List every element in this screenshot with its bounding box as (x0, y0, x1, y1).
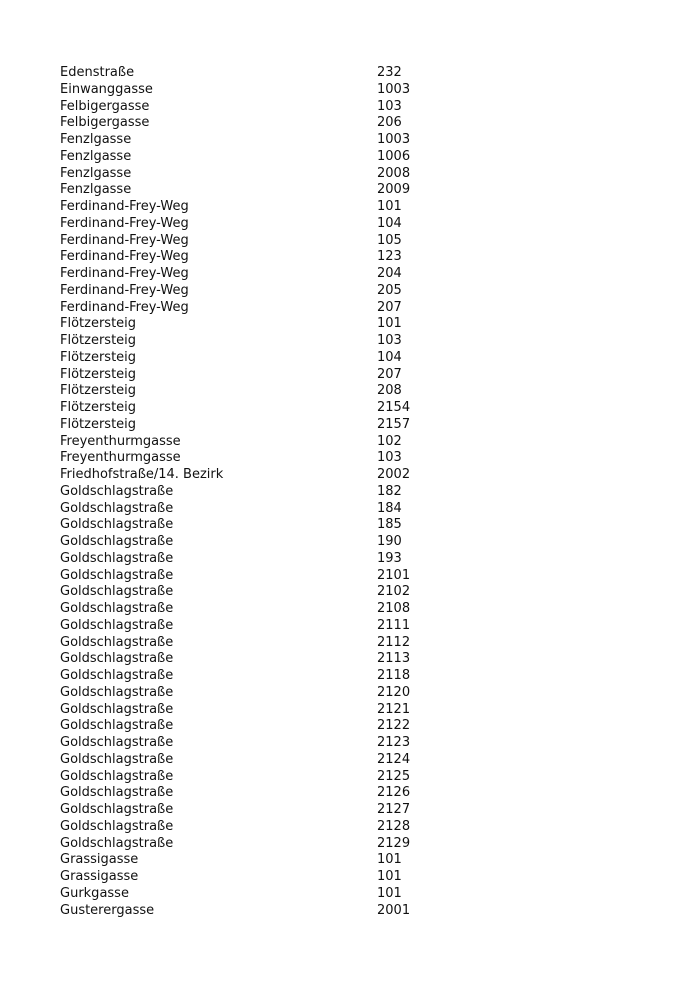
street-number: 2123 (377, 735, 411, 750)
street-number: 2101 (377, 567, 411, 583)
street-name: Fenzlgasse (60, 182, 132, 198)
street-name: Fenzlgasse (60, 148, 132, 164)
street-name: Ferdinand-Frey-Weg (60, 215, 189, 231)
list-item (60, 735, 460, 752)
list-item (60, 450, 460, 467)
list-item (60, 283, 460, 300)
address-list (60, 65, 460, 919)
list-item (60, 635, 460, 652)
list-item (60, 82, 460, 99)
street-number: 101 (377, 852, 402, 868)
street-number: 103 (377, 333, 402, 348)
street-number: 2124 (377, 751, 411, 767)
list-item (60, 199, 460, 216)
street-number: 232 (377, 65, 402, 80)
street-number: 207 (377, 299, 402, 315)
street-number: 2111 (377, 617, 411, 633)
list-item (60, 132, 460, 149)
street-name: Goldschlagstraße (60, 617, 174, 633)
street-name: Goldschlagstraße (60, 768, 174, 784)
street-name: Goldschlagstraße (60, 735, 174, 750)
street-number: 2120 (377, 684, 411, 700)
list-item (60, 517, 460, 534)
list-item (60, 434, 460, 451)
street-name: Goldschlagstraße (60, 668, 174, 683)
street-name: Goldschlagstraße (60, 818, 174, 834)
list-item (60, 869, 460, 886)
list-item (60, 802, 460, 819)
street-name: Goldschlagstraße (60, 500, 174, 516)
list-item (60, 115, 460, 132)
street-name: Ferdinand-Frey-Weg (60, 232, 189, 248)
list-item (60, 568, 460, 585)
street-name: Goldschlagstraße (60, 751, 174, 767)
street-number: 193 (377, 550, 402, 566)
street-name: Goldschlagstraße (60, 517, 174, 533)
street-number: 101 (377, 885, 402, 901)
street-name: Goldschlagstraße (60, 684, 174, 700)
street-name: Goldschlagstraße (60, 601, 174, 616)
list-item (60, 752, 460, 769)
list-item (60, 417, 460, 434)
street-name: Goldschlagstraße (60, 802, 174, 817)
street-number: 2154 (377, 400, 411, 415)
street-name: Edenstraße (60, 65, 135, 80)
street-name: Goldschlagstraße (60, 534, 174, 549)
street-number: 2127 (377, 802, 411, 817)
list-item (60, 601, 460, 618)
street-name: Freyenthurmgasse (60, 450, 181, 466)
list-item (60, 484, 460, 501)
street-name: Fenzlgasse (60, 165, 132, 181)
street-number: 2009 (377, 182, 411, 198)
street-name: Flötzersteig (60, 400, 137, 415)
street-name: Goldschlagstraße (60, 651, 174, 667)
street-number: 207 (377, 366, 402, 382)
list-item (60, 534, 460, 551)
street-name: Flötzersteig (60, 383, 137, 399)
street-name: Flötzersteig (60, 366, 137, 382)
street-number: 101 (377, 869, 402, 884)
street-number: 101 (377, 316, 402, 332)
list-item (60, 651, 460, 668)
street-number: 2125 (377, 768, 411, 784)
list-item (60, 785, 460, 802)
list-item (60, 266, 460, 283)
street-name: Goldschlagstraße (60, 483, 174, 499)
street-name: Goldschlagstraße (60, 584, 174, 600)
list-item (60, 350, 460, 367)
list-item (60, 886, 460, 903)
list-item (60, 668, 460, 685)
street-name: Flötzersteig (60, 333, 137, 348)
street-number: 105 (377, 232, 402, 248)
street-name: Felbigergasse (60, 115, 150, 131)
list-item (60, 166, 460, 183)
street-number: 103 (377, 98, 402, 114)
street-name: Fenzlgasse (60, 132, 132, 147)
street-number: 101 (377, 199, 402, 214)
list-item (60, 852, 460, 869)
street-name: Felbigergasse (60, 98, 150, 114)
list-item (60, 718, 460, 735)
list-item (60, 182, 460, 199)
street-number: 190 (377, 534, 402, 549)
list-item (60, 65, 460, 82)
street-number: 104 (377, 215, 402, 231)
list-item (60, 551, 460, 568)
list-item (60, 836, 460, 853)
street-number: 2122 (377, 718, 411, 734)
list-item (60, 400, 460, 417)
street-name: Ferdinand-Frey-Weg (60, 266, 189, 281)
street-name: Ferdinand-Frey-Weg (60, 249, 189, 265)
street-name: Goldschlagstraße (60, 835, 174, 851)
list-item (60, 769, 460, 786)
list-item (60, 819, 460, 836)
street-name: Grassigasse (60, 852, 139, 868)
street-number: 123 (377, 249, 402, 265)
street-name: Goldschlagstraße (60, 634, 174, 650)
street-number: 206 (377, 115, 402, 131)
street-number: 2112 (377, 634, 411, 650)
street-number: 182 (377, 483, 402, 499)
street-number: 102 (377, 433, 402, 449)
street-name: Ferdinand-Frey-Weg (60, 299, 189, 315)
street-number: 204 (377, 266, 402, 281)
street-number: 2126 (377, 785, 411, 801)
list-item (60, 249, 460, 266)
street-number: 2108 (377, 601, 411, 616)
street-number: 104 (377, 349, 402, 365)
street-name: Flötzersteig (60, 349, 137, 365)
street-number: 1003 (377, 81, 411, 97)
street-number: 2128 (377, 818, 411, 834)
street-number: 2129 (377, 835, 411, 851)
street-name: Ferdinand-Frey-Weg (60, 199, 189, 214)
street-number: 1003 (377, 132, 411, 147)
street-name: Flötzersteig (60, 416, 137, 432)
street-number: 2118 (377, 668, 411, 683)
street-number: 2113 (377, 651, 411, 667)
street-name: Grassigasse (60, 869, 139, 884)
street-number: 2102 (377, 584, 411, 600)
list-item (60, 501, 460, 518)
list-item (60, 903, 460, 920)
list-item (60, 702, 460, 719)
street-name: Friedhofstraße/14. Bezirk (60, 467, 224, 482)
street-number: 205 (377, 282, 402, 298)
street-number: 2002 (377, 467, 411, 482)
street-name: Freyenthurmgasse (60, 433, 181, 449)
list-item (60, 618, 460, 635)
list-item (60, 584, 460, 601)
list-item (60, 216, 460, 233)
street-number: 185 (377, 517, 402, 533)
street-number: 1006 (377, 148, 411, 164)
street-name: Ferdinand-Frey-Weg (60, 282, 189, 298)
street-name: Goldschlagstraße (60, 567, 174, 583)
street-number: 103 (377, 450, 402, 466)
street-number: 2001 (377, 902, 411, 918)
list-item (60, 300, 460, 317)
street-name: Einwanggasse (60, 81, 153, 97)
street-name: Goldschlagstraße (60, 701, 174, 717)
street-name: Flötzersteig (60, 316, 137, 332)
street-name: Goldschlagstraße (60, 718, 174, 734)
list-item (60, 233, 460, 250)
street-number: 2121 (377, 701, 411, 717)
list-item (60, 383, 460, 400)
list-item (60, 99, 460, 116)
street-number: 184 (377, 500, 402, 516)
list-item (60, 316, 460, 333)
street-name: Gurkgasse (60, 885, 129, 901)
street-number: 2157 (377, 416, 411, 432)
street-name: Goldschlagstraße (60, 785, 174, 801)
list-item (60, 467, 460, 484)
list-item (60, 333, 460, 350)
list-item (60, 685, 460, 702)
street-number: 2008 (377, 165, 411, 181)
list-item (60, 149, 460, 166)
street-name: Gusterergasse (60, 902, 155, 918)
street-number: 208 (377, 383, 402, 399)
list-item (60, 367, 460, 384)
street-name: Goldschlagstraße (60, 550, 174, 566)
